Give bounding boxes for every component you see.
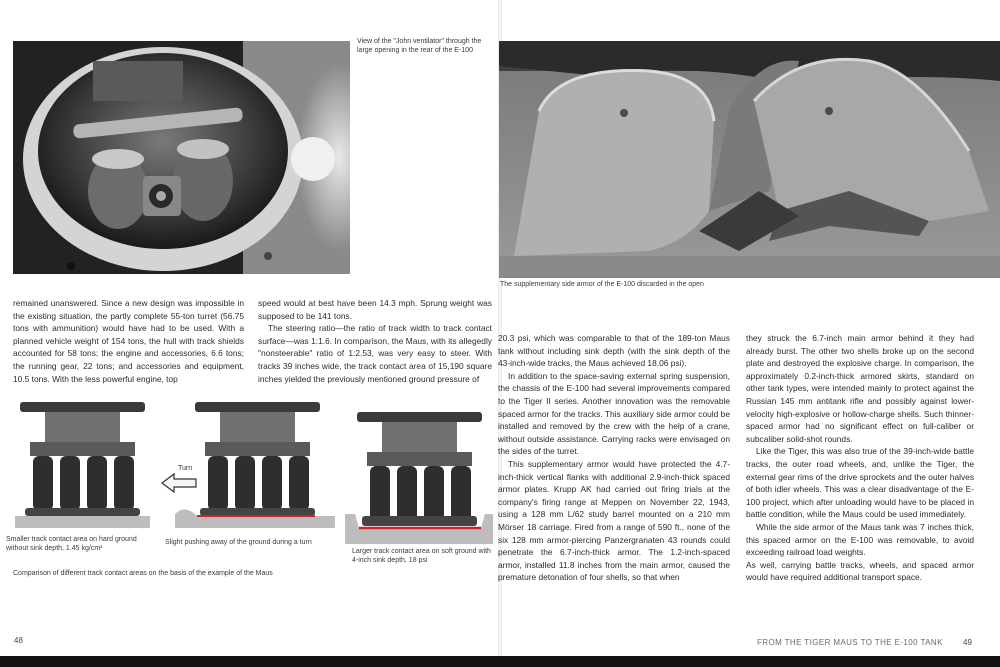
diagram-caption-a: Smaller track contact area on hard ground without sink depth, 1.45 kg/cm² xyxy=(6,536,137,552)
right-column-1-p2: In addition to the space-saving external spring suspension, the chassis of the E-100 had several improvements compared to the Tiger II series. Another innovation was the removable spaced armor for the tracks. This auxiliary side armor could be installed and removed by the crew with the help of a crane, without outside assistance. Carrying racks were envisaged on the sides of the turret. xyxy=(498,370,730,457)
left-column-1 xyxy=(13,297,244,385)
right-page-number: 49 xyxy=(963,638,972,647)
right-column-1 xyxy=(498,332,730,584)
diagram-caption-c: Larger track contact area on soft ground with 4-inch sink depth, 18 psi xyxy=(352,548,491,564)
running-footer-title: FROM THE TIGER MAUS TO THE E-100 TANK xyxy=(757,638,943,647)
left-column-2 xyxy=(258,297,492,385)
ventilator-photo xyxy=(13,41,350,274)
right-column-2-p4: As well, carrying battle tracks, wheels, and spaced armor would have required additional transport space. xyxy=(746,559,974,583)
diagram-main-caption: Comparison of different track contact areas on the basis of the example of the Maus xyxy=(13,570,273,577)
turret-ventilator-photo-icon xyxy=(13,41,350,274)
side-armor-photo-icon xyxy=(499,41,1000,278)
side-armor-photo-caption: The supplementary side armor of the E-100 discarded in the open xyxy=(500,281,704,288)
side-armor-photo xyxy=(499,41,1000,278)
diagram-caption-b: Slight pushing away of the ground during a turn xyxy=(165,539,312,546)
right-column-2-p1: they struck the 6.7-inch main armor behind it they had already burst. The other two shells broke up on the second plate and destroyed the explosive charge. In comparison, the approximately 0.2-inch-thick armored skirts, standard on other tank types, were intended mainly to protect against the Russian 145 mm antitank rifle and possibly against lower-velocity high-explosive or hollow-charge shells. Such thinner-spaced armor had no significant effect on full-caliber or subcaliber solid-shot rounds. xyxy=(746,333,974,444)
track-diagram-c xyxy=(345,410,493,545)
turn-label: Turn xyxy=(178,465,193,472)
track-contact-hard-icon xyxy=(15,400,150,530)
right-column-2 xyxy=(746,332,974,584)
right-column-1-p1: 20.3 psi, which was comparable to that of the 189-ton Maus tank without including sink depth (with the sink depth of the 43-inch-wide tracks, the Maus achieved 18.06 psi). xyxy=(498,333,730,369)
right-column-2-p2: Like the Tiger, this was also true of the 39-inch-wide battle tracks, the outer road wheels, and, unlike the Tiger, the external gear rims of the drive sprockets and the outer halves of both idler wheels. This was a clear disadvantage of the E-100 project, which after unloading would have to be placed in battle condition, while the Maus could be used immediately. xyxy=(746,446,974,520)
track-diagram-b xyxy=(175,400,335,530)
left-column-1-text: remained unanswered. Since a new design was impossible in the existing situation, the partly complete 55-ton turret (56.75 tons with ammunition) would have had to be used. With a planned vehicle weight of 154 tons, the hull with track shields accounted for 58 tons; the engine and accessories, 6.6 tons; the running gear, 22 tons; and accessories and equipment, 10.5 tons. With the less powerful engine, top xyxy=(13,298,244,384)
scan-bottom-edge xyxy=(0,656,1000,667)
ventilator-photo-caption: View of the "John ventilator" through the large opening in the rear of the E-100 xyxy=(357,38,482,54)
track-contact-turn-icon xyxy=(175,400,335,530)
left-column-2-p1: speed would at best have been 14.3 mph. Sprung weight was supposed to be 141 tons. xyxy=(258,298,492,321)
track-diagram-a xyxy=(15,400,150,530)
left-page-number: 48 xyxy=(14,636,23,645)
track-contact-soft-icon xyxy=(345,410,493,545)
right-column-2-p3: While the side armor of the Maus tank was 7 inches thick, this spaced armor on the E-100 was removable, to avoid exceeding railroad load weights. xyxy=(746,521,974,558)
left-column-2-p2: The steering ratio—the ratio of track width to track contact surface—was 1:1.6. In comparison, the Maus, with its allegedly "nonsteerable" ratio of 1:2.53, was very easy to steer. With tracks 39 inches wide, the track contact area of 15,190 square inches yielded the previously mentioned ground pressure of xyxy=(258,323,492,384)
right-column-1-p3: This supplementary armor would have protected the 4.7-inch-thick vertical flanks with additional 2.9-inch-thick spaced armor plates. Krupp AK had carried out firing trials at the company's firing range at Meppen on November 22, 1943, using a 128 mm L/62 study barrel mounted on a 210 mm Mörser 18 carriage. Fired from a range of 590 ft., none of the six 128 mm armor-piercing Panzergranaten 43 rounds could penetrate the 6.7-inch-thick armor. The 1.2-inch-spaced armor, installed 11.8 inches from the main armor, caused the premature detonation of four shells, so that when xyxy=(498,458,730,583)
